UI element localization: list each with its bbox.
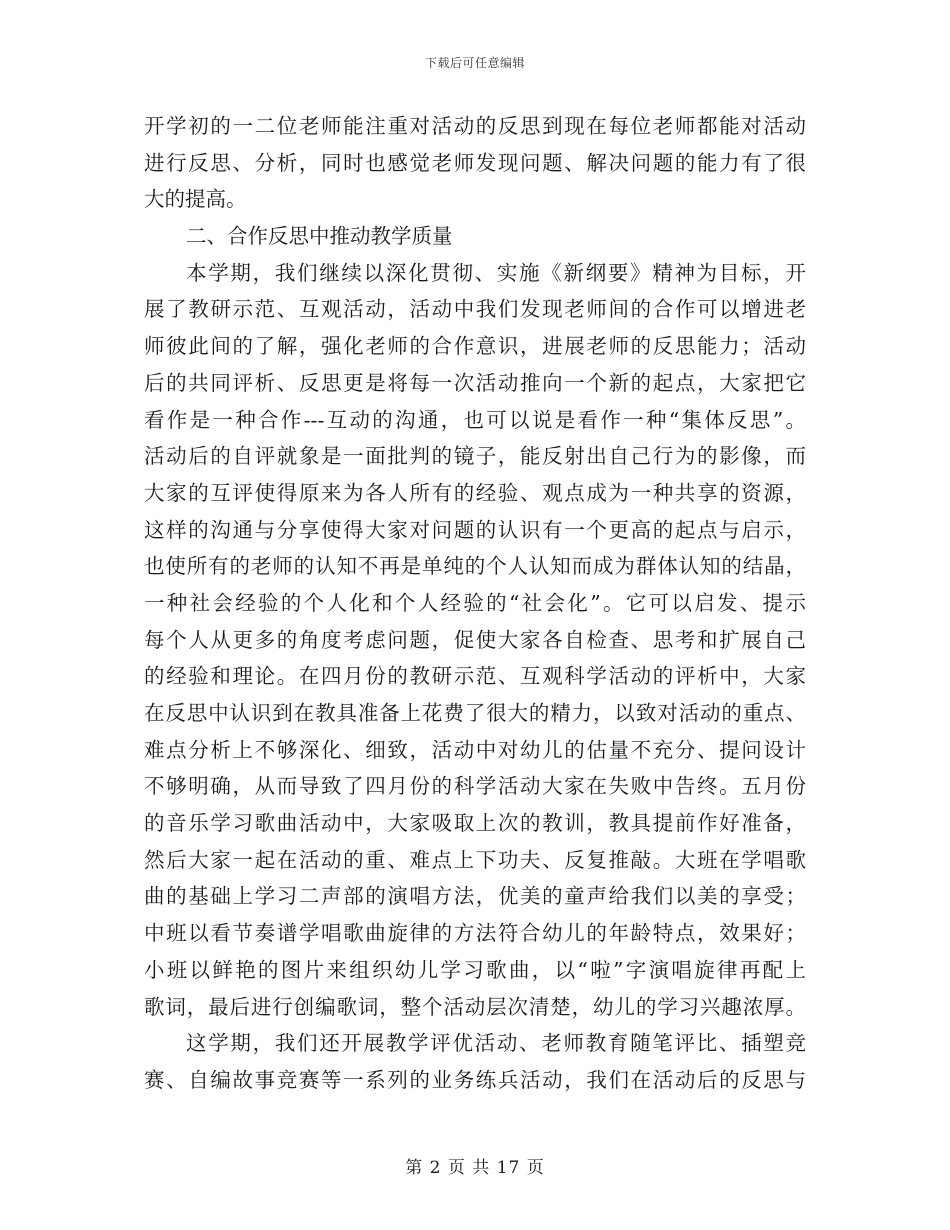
- text-line: 的音乐学习歌曲活动中，大家吸取上次的教训，教具提前作好准备，: [144, 811, 806, 836]
- text-line: 歌词，最后进行创编歌词，整个活动层次清楚，幼儿的学习兴趣浓厚。: [144, 994, 806, 1019]
- text-line: 进行反思、分析，同时也感觉老师发现问题、解决问题的能力有了很: [144, 150, 806, 175]
- text-line: 赛、自编故事竞赛等一系列的业务练兵活动，我们在活动后的反思与: [144, 1067, 806, 1092]
- text-line: 开学初的一二位老师能注重对活动的反思到现在每位老师都能对活动: [144, 114, 806, 138]
- text-line: 的经验和理论。在四月份的教研示范、互观科学活动的评析中，大家: [144, 664, 806, 689]
- text-line: 展了教研示范、互观活动，活动中我们发现老师间的合作可以增进老: [144, 297, 806, 322]
- text-line: 看作是一种合作---互动的沟通，也可以说是看作一种“集体反思”。: [144, 407, 806, 432]
- document-body: [144, 108, 806, 1099]
- text-line: 在反思中认识到在教具准备上花费了很大的精力，以致对活动的重点、: [144, 701, 806, 725]
- text-line: 这学期，我们还开展教学评优活动、老师教育随笔评比、插塑竞: [186, 1031, 806, 1056]
- text-line: 曲的基础上学习二声部的演唱方法，优美的童声给我们以美的享受；: [144, 884, 806, 909]
- text-line: 不够明确，从而导致了四月份的科学活动大家在失败中告终。五月份: [144, 774, 806, 799]
- page-header-note: 下载后可任意编辑: [424, 56, 525, 70]
- text-line: 活动后的自评就象是一面批判的镜子，能反射出自己行为的影像，而: [144, 444, 806, 469]
- text-line: 然后大家一起在活动的重、难点上下功夫、反复推敲。大班在学唱歌: [144, 847, 806, 872]
- text-line: 师彼此间的了解，强化老师的合作意识，进展老师的反思能力；活动: [144, 334, 806, 359]
- section-heading: 二、合作反思中推动教学质量: [186, 224, 453, 249]
- text-line: 每个人从更多的角度考虑问题，促使大家各自检查、思考和扩展自己: [144, 627, 806, 652]
- text-line: 大家的互评使得原来为各人所有的经验、观点成为一种共享的资源，: [144, 480, 806, 505]
- text-line: 小班以鲜艳的图片来组织幼儿学习歌曲，以“啦”字演唱旋律再配上: [144, 957, 806, 982]
- text-line: 也使所有的老师的认知不再是单纯的个人认知而成为群体认知的结晶，: [144, 554, 806, 579]
- text-line: 大的提高。: [144, 187, 247, 212]
- text-line: 中班以看节奏谱学唱歌曲旋律的方法符合幼儿的年龄特点，效果好；: [144, 921, 806, 946]
- text-line: 后的共同评析、反思更是将每一次活动推向一个新的起点，大家把它: [144, 370, 806, 395]
- text-line: 难点分析上不够深化、细致，活动中对幼儿的估量不充分、提问设计: [144, 737, 806, 762]
- text-line: 一种社会经验的个人化和个人经验的“社会化”。它可以启发、提示: [144, 590, 806, 615]
- text-line: 本学期，我们继续以深化贯彻、实施《新纲要》精神为目标，开: [186, 260, 806, 285]
- text-line: 这样的沟通与分享使得大家对问题的认识有一个更高的起点与启示，: [144, 517, 806, 542]
- page-number-footer: 第 2 页 共 17 页: [405, 1158, 545, 1178]
